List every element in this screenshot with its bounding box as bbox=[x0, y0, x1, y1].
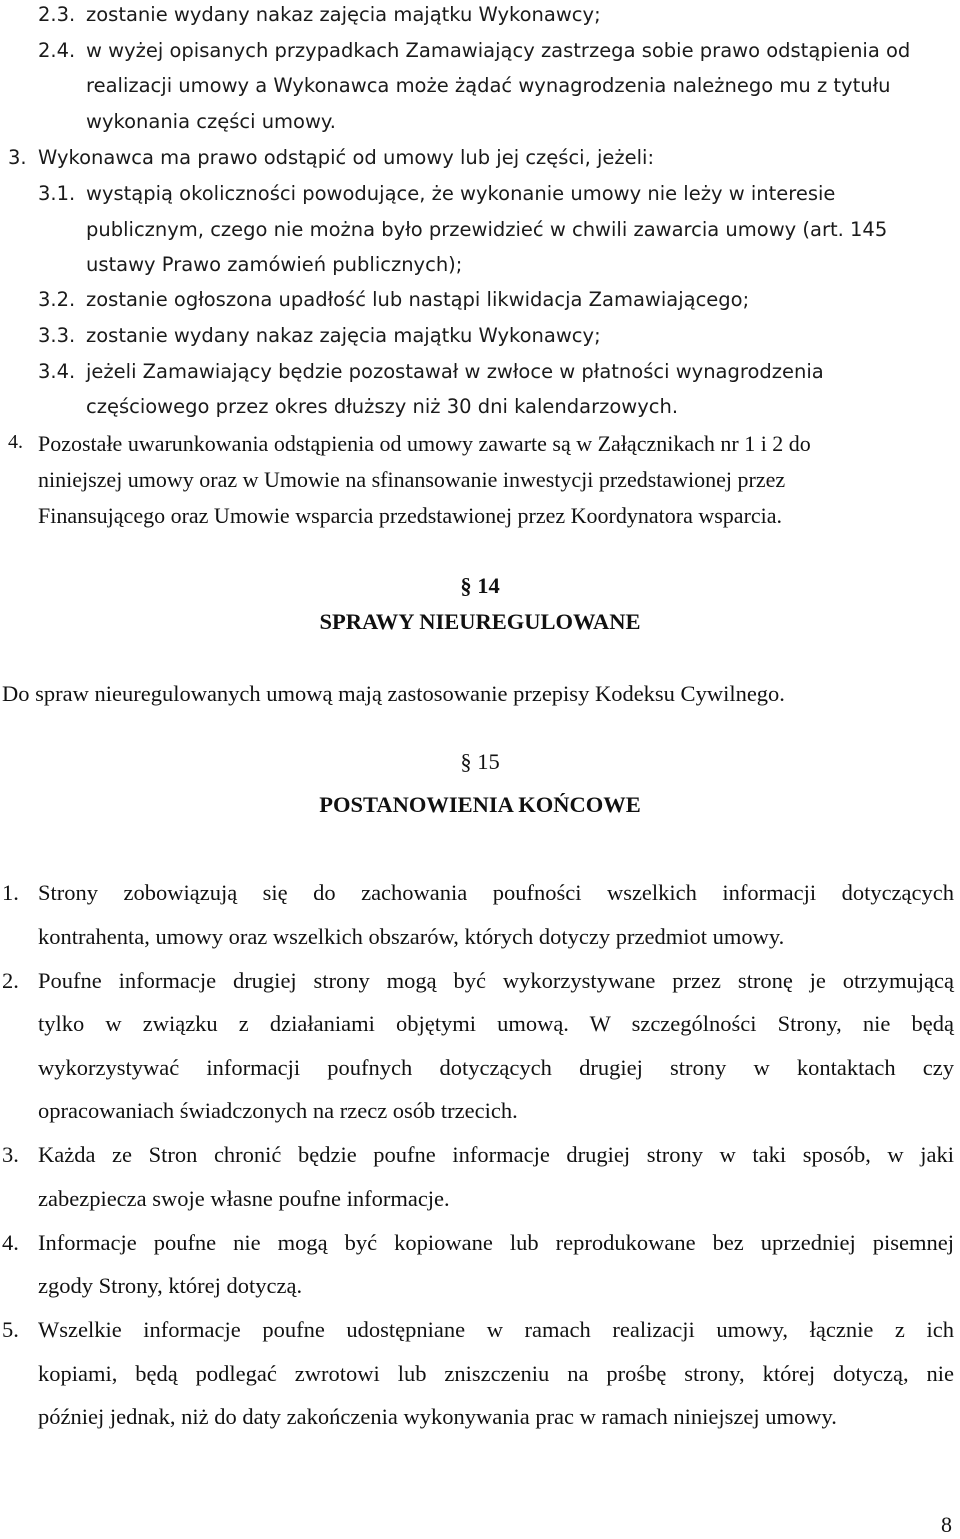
section-14-number: § 14 bbox=[460, 573, 500, 598]
list-text-line: później jednak, niż do daty zakończenia wykonywania prac w ramach niniejszej umowy. bbox=[38, 1404, 837, 1429]
list-text-line: ustawy Prawo zamówień publicznych); bbox=[86, 253, 463, 276]
list-number: 2. bbox=[2, 968, 19, 993]
list-number: 3.3. bbox=[38, 324, 76, 347]
list-number: 4. bbox=[8, 431, 23, 453]
list-number: 5. bbox=[2, 1317, 19, 1342]
list-text-line: w wyżej opisanych przypadkach Zamawiający zastrzega sobie prawo odstąpienia od bbox=[86, 39, 911, 62]
list-text-line: Pozostałe uwarunkowania odstąpienia od umowy zawarte są w Załącznikach nr 1 i 2 do bbox=[38, 431, 811, 456]
list-text-line: Finansującego oraz Umowie wsparcia przedstawionej przez Koordynatora wsparcia. bbox=[38, 503, 783, 528]
section-14-body: Do spraw nieuregulowanych umową mają zastosowanie przepisy Kodeksu Cywilnego. bbox=[2, 681, 785, 706]
list-text-line: wykorzystywać informacji poufnych dotyczących drugiej strony w kontaktach czy bbox=[38, 1055, 954, 1080]
list-number: 3.1. bbox=[38, 182, 76, 205]
list-text-line: kontrahenta, umowy oraz wszelkich obszarów, których dotyczy przedmiot umowy. bbox=[38, 924, 785, 949]
list-text-line: realizacji umowy a Wykonawca może żądać wynagrodzenia należnego mu z tytułu bbox=[86, 74, 891, 97]
list-text-line: jeżeli Zamawiający będzie pozostawał w zwłoce w płatności wynagrodzenia bbox=[86, 360, 824, 383]
list-text-line: zabezpiecza swoje własne poufne informacje. bbox=[38, 1186, 450, 1211]
list-text-line: niniejszej umowy oraz w Umowie na sfinansowanie inwestycji przedstawionej przez bbox=[38, 467, 786, 492]
list-number: 3.2. bbox=[38, 288, 76, 311]
list-text-line: wystąpią okoliczności powodujące, że wykonanie umowy nie leży w interesie bbox=[86, 182, 836, 205]
list-text-line: Strony zobowiązują się do zachowania poufności wszelkich informacji dotyczących bbox=[38, 880, 954, 905]
list-number: 2.3. bbox=[38, 3, 76, 26]
list-text-line: opracowaniach świadczonych na rzecz osób trzecich. bbox=[38, 1098, 518, 1123]
list-number: 3. bbox=[8, 146, 27, 169]
list-text-line: zgody Strony, której dotyczą. bbox=[38, 1273, 303, 1298]
list-number: 4. bbox=[2, 1230, 19, 1255]
list-text-line: publicznym, czego nie można było przewidzieć w chwili zawarcia umowy (art. 145 bbox=[86, 218, 888, 241]
section-15-title: POSTANOWIENIA KOŃCOWE bbox=[319, 792, 641, 817]
list-text-line: kopiami, będą podlegać zwrotowi lub zniszczeniu na prośbę strony, której dotyczą, nie bbox=[38, 1361, 954, 1386]
list-number: 3.4. bbox=[38, 360, 76, 383]
section-14-title: SPRAWY NIEUREGULOWANE bbox=[319, 609, 641, 634]
list-text-line: Wszelkie informacje poufne udostępniane w ramach realizacji umowy, łącznie z ich bbox=[38, 1317, 954, 1342]
list-text-line: Poufne informacje drugiej strony mogą być wykorzystywane przez stronę je otrzymującą bbox=[38, 968, 954, 993]
list-number: 1. bbox=[2, 880, 19, 905]
list-text-line: zostanie ogłoszona upadłość lub nastąpi likwidacja Zamawiającego; bbox=[86, 288, 750, 311]
list-text-line: zostanie wydany nakaz zajęcia majątku Wykonawcy; bbox=[86, 324, 601, 347]
section-15-number: § 15 bbox=[460, 749, 500, 774]
list-text-line: Każda ze Stron chronić będzie poufne informacje drugiej strony w taki sposób, w jaki bbox=[38, 1142, 954, 1167]
list-number: 2.4. bbox=[38, 39, 76, 62]
list-text: zostanie wydany nakaz zajęcia majątku Wykonawcy; bbox=[86, 3, 601, 26]
list-text-line: wykonania części umowy. bbox=[86, 110, 336, 133]
list-text: Wykonawca ma prawo odstąpić od umowy lub jej części, jeżeli: bbox=[38, 146, 655, 169]
list-item-2-3 bbox=[38, 3, 601, 26]
list-text-line: częściowego przez okres dłuższy niż 30 dni kalendarzowych. bbox=[86, 395, 679, 418]
list-text-line: Informacje poufne nie mogą być kopiowane lub reprodukowane bez uprzedniej pisemnej bbox=[38, 1230, 954, 1255]
list-text-line: tylko w związku z działaniami objętymi umową. W szczególności Strony, nie będą bbox=[38, 1011, 954, 1036]
list-number: 3. bbox=[2, 1142, 19, 1167]
page-number: 8 bbox=[941, 1512, 952, 1537]
